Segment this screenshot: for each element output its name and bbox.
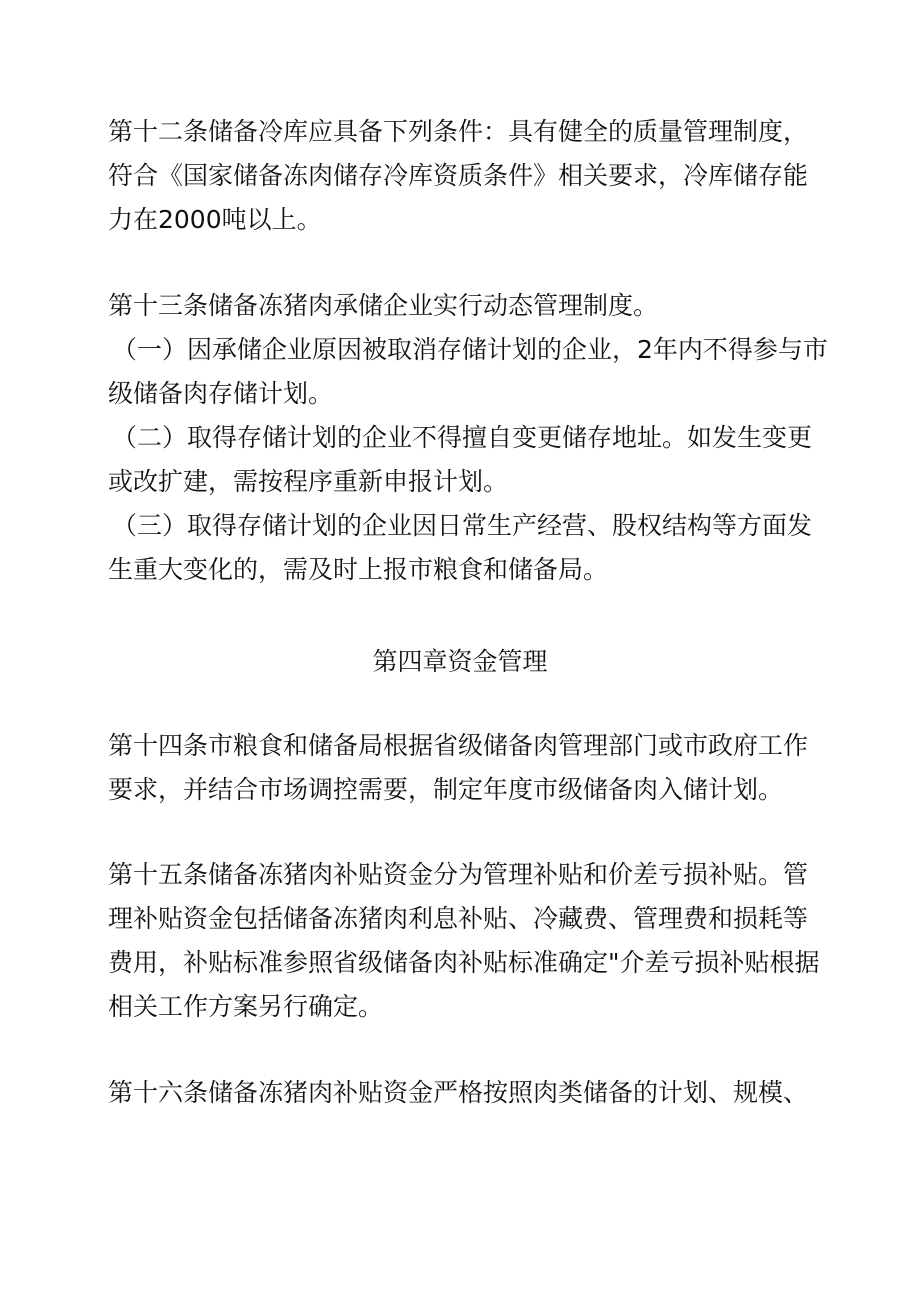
article-14 [108, 724, 818, 812]
article-15-line-2: 理补贴资金包括储备冻猪肉利息补贴、冷藏费、管理费和损耗等 [108, 904, 809, 933]
article-13-item-3-line-1: （三）取得存储计划的企业因日常生产经营、股权结构等方面发 [112, 511, 813, 540]
article-15-line-3: 费用，补贴标准参照省级储备肉补贴标准确定"介差亏损补贴根据 [108, 948, 820, 977]
article-12 [108, 110, 818, 242]
article-16 [108, 1071, 818, 1115]
article-15 [108, 853, 818, 1029]
article-13-item-3-line-2: 生重大变化的，需及时上报市粮食和储备局。 [108, 555, 609, 584]
article-12-line-3: 力在2000吨以上。 [108, 205, 322, 234]
article-15-line-1: 第十五条储备冻猪肉补贴资金分为管理补贴和价差亏损补贴。管 [108, 860, 809, 889]
article-12-line-2: 符合《国家储备冻肉储存冷库资质条件》相关要求，冷库储存能 [108, 161, 809, 190]
article-16-line-1: 第十六条储备冻猪肉补贴资金严格按照肉类储备的计划、规模、 [108, 1078, 809, 1107]
article-13-item-2-line-2: 或改扩建，需按程序重新申报计划。 [108, 467, 509, 496]
article-13-item-2-line-1: （二）取得存储计划的企业不得擅自变更储存地址。如发生变更 [112, 423, 813, 452]
article-14-line-2: 要求，并结合市场调控需要，制定年度市级储备肉入储计划。 [108, 775, 784, 804]
article-13-item-1-line-2: 级储备肉存储计划。 [108, 379, 334, 408]
article-13-item-1-line-1: （一）因承储企业原因被取消存储计划的企业，2年内不得参与市 [112, 335, 828, 364]
article-12-line-1: 第十二条储备冷库应具备下列条件：具有健全的质量管理制度， [108, 117, 809, 146]
article-14-line-1: 第十四条市粮食和储备局根据省级储备肉管理部门或市政府工作 [108, 731, 809, 760]
article-13 [108, 284, 828, 592]
article-13-title: 第十三条储备冻猪肉承储企业实行动态管理制度。 [108, 291, 659, 320]
article-15-line-4: 相关工作方案另行确定。 [108, 992, 384, 1021]
chapter-4-heading: 第四章资金管理 [372, 647, 548, 676]
